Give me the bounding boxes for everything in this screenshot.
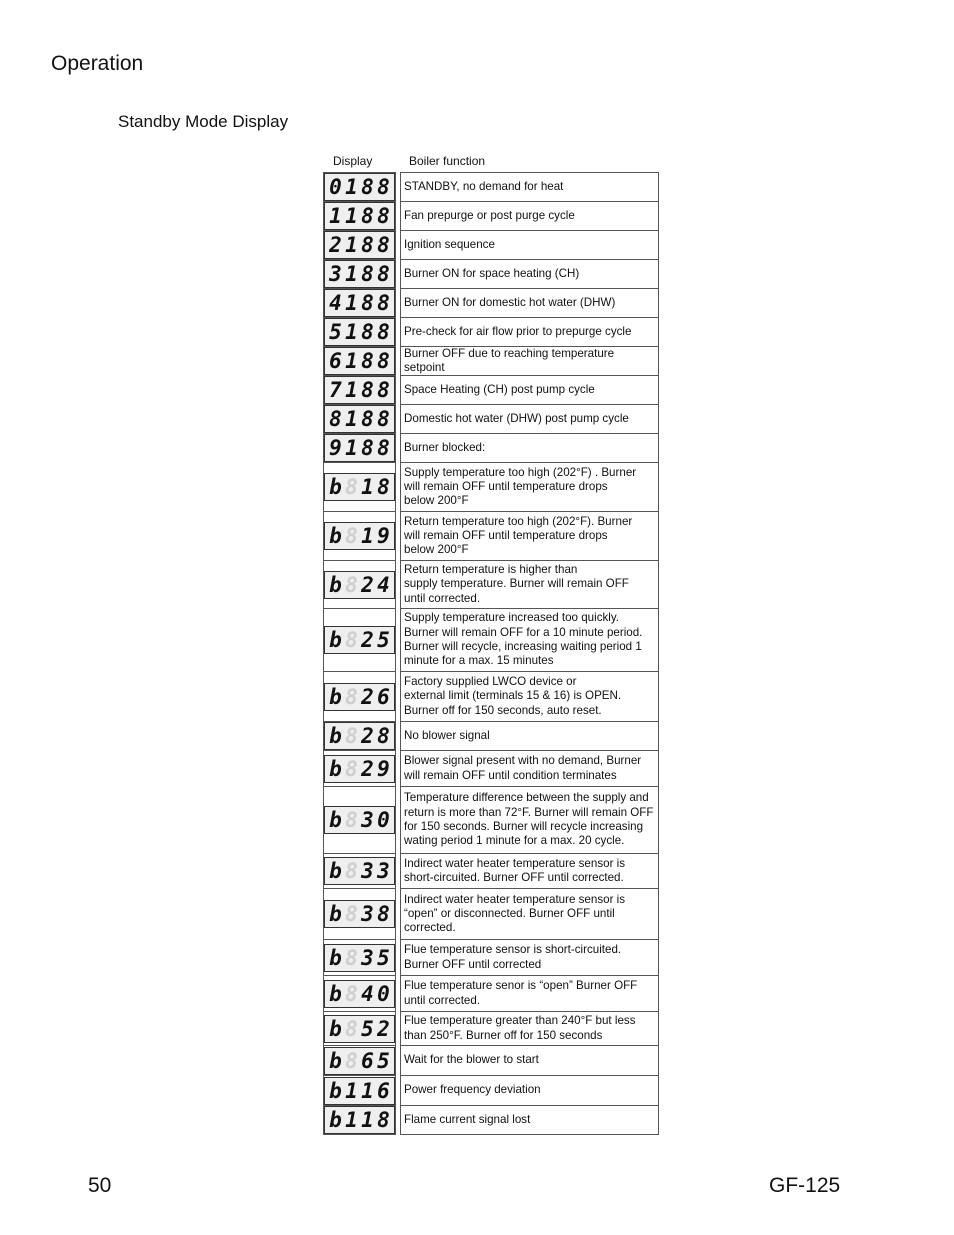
lcd-digit: 1 [345,407,358,431]
model-name: GF-125 [769,1174,841,1197]
lcd-digit: 9 [377,756,390,781]
lcd-display-code [324,944,395,972]
section-title: Operation [51,52,144,75]
lcd-digit: 5 [361,1016,374,1041]
lcd-digit: b [329,684,342,709]
lcd-digit: b [329,475,342,499]
display-cell [323,405,396,434]
display-cell [323,722,396,751]
lcd-digit: 8 [377,1108,390,1132]
table-row [323,1046,659,1076]
lcd-digit: 8 [361,378,374,402]
lcd-digit: 3 [361,945,374,970]
table-row [323,289,659,318]
lcd-digit: 3 [361,902,374,926]
table-row [323,202,659,231]
lcd-digit: 5 [329,320,342,344]
lcd-display-code [324,376,395,404]
display-cell [323,463,396,512]
lcd-digit: 4 [329,291,342,315]
lcd-digit: 5 [377,628,390,652]
boiler-function-text: Burner ON for domestic hot water (DHW) [400,289,659,318]
lcd-digit: 4 [377,572,390,597]
lcd-digit: 1 [345,204,358,228]
boiler-function-text: Return temperature is higher than supply temperature. Burner will remain OFF until corrected. [400,561,659,609]
lcd-digit: 8 [377,902,390,926]
lcd-digit: 5 [377,1048,390,1073]
lcd-digit: b [329,756,342,781]
lcd-digit: b [329,1108,342,1132]
display-cell [323,889,396,940]
lcd-digit: 8 [345,902,358,926]
boiler-function-text: Supply temperature too high (202°F) . Burner will remain OFF until temperature drops below 200°F [400,463,659,512]
lcd-display-code [324,626,395,654]
lcd-digit: 8 [345,945,358,970]
table-row [323,405,659,434]
display-cell [323,231,396,260]
display-cell [323,172,396,202]
display-cell [323,940,396,976]
display-cell [323,854,396,889]
lcd-digit: 1 [345,262,358,286]
lcd-display-code [324,806,395,834]
lcd-digit: 8 [377,378,390,402]
lcd-display-code [324,173,395,201]
table-row [323,940,659,976]
boiler-function-text: Temperature difference between the supply and return is more than 72°F. Burner will remain OFF for 150 seconds. Burner will recycle increasing wating period 1 minute for a max. 20 cycle. [400,787,659,854]
display-cell [323,434,396,463]
display-cell [323,202,396,231]
lcd-digit: 1 [345,1108,358,1132]
lcd-digit: 8 [377,475,390,499]
display-cell [323,976,396,1012]
table-row [323,512,659,561]
lcd-display-code [324,571,395,599]
lcd-digit: b [329,724,342,748]
lcd-digit: 2 [329,233,342,257]
lcd-digit: 8 [377,436,390,460]
lcd-digit: 8 [361,175,374,199]
lcd-digit: 8 [361,262,374,286]
lcd-display-code [324,522,395,550]
lcd-digit: 0 [329,175,342,199]
display-cell [323,260,396,289]
lcd-digit: 8 [329,407,342,431]
lcd-digit: 1 [361,1108,374,1132]
page-number: 50 [88,1174,112,1197]
lcd-digit: 8 [345,1048,358,1073]
display-cell [323,672,396,722]
boiler-function-text: Ignition sequence [400,231,659,260]
lcd-digit: 1 [361,1078,374,1103]
lcd-digit: 8 [377,262,390,286]
lcd-digit: b [329,981,342,1006]
boiler-function-text: Flue temperature sensor is short-circuited. Burner OFF until corrected [400,940,659,976]
lcd-display-code [324,1106,395,1134]
lcd-display-code [324,231,395,259]
table-row [323,347,659,376]
lcd-digit: 8 [377,349,390,373]
lcd-digit: b [329,524,342,548]
boiler-function-text: Burner blocked: [400,434,659,463]
boiler-function-text: Wait for the blower to start [400,1046,659,1076]
display-cell [323,1106,396,1135]
lcd-digit: 8 [361,204,374,228]
lcd-digit: 8 [345,684,358,709]
table-row [323,463,659,512]
lcd-display-code [324,755,395,783]
lcd-digit: 7 [329,378,342,402]
table-row [323,434,659,463]
lcd-digit: b [329,628,342,652]
table-row [323,318,659,347]
lcd-digit: 1 [345,1078,358,1103]
lcd-digit: 8 [345,724,358,748]
table-row [323,376,659,405]
boiler-function-text: Factory supplied LWCO device or external limit (terminals 15 & 16) is OPEN. Burner off for 150 seconds, auto reset. [400,672,659,722]
lcd-display-code [324,202,395,230]
lcd-digit: b [329,808,342,832]
boiler-function-text: Pre-check for air flow prior to prepurge cycle [400,318,659,347]
boiler-function-text: Flue temperature senor is “open” Burner OFF until corrected. [400,976,659,1012]
lcd-digit: 2 [361,724,374,748]
display-cell [323,1076,396,1106]
lcd-digit: 8 [361,233,374,257]
boiler-function-text: Blower signal present with no demand, Burner will remain OFF until condition terminates [400,751,659,787]
lcd-digit: 6 [329,349,342,373]
lcd-digit: 8 [345,756,358,781]
lcd-digit: 8 [361,349,374,373]
table-row [323,561,659,609]
lcd-digit: 8 [361,436,374,460]
lcd-digit: 8 [377,204,390,228]
boiler-function-text: Flue temperature greater than 240°F but less than 250°F. Burner off for 150 seconds [400,1012,659,1046]
lcd-display-code [324,260,395,288]
lcd-digit: 6 [377,684,390,709]
lcd-digit: b [329,572,342,597]
table-row [323,751,659,787]
table-row [323,1012,659,1046]
lcd-digit: 8 [361,291,374,315]
lcd-digit: 3 [361,859,374,883]
lcd-digit: 8 [377,724,390,748]
lcd-display-code [324,1047,395,1075]
table-row [323,672,659,722]
lcd-digit: 1 [361,524,374,548]
table-row [323,722,659,751]
table-row [323,260,659,289]
lcd-digit: 6 [361,1048,374,1073]
lcd-display-code [324,473,395,501]
boiler-function-text: Burner ON for space heating (CH) [400,260,659,289]
lcd-digit: 2 [361,572,374,597]
table-row [323,231,659,260]
display-cell [323,347,396,376]
lcd-display-code [324,683,395,711]
lcd-display-code [324,722,395,750]
lcd-digit: 8 [345,1016,358,1041]
display-cell [323,751,396,787]
lcd-digit: 9 [329,436,342,460]
lcd-digit: 1 [345,436,358,460]
display-cell [323,1012,396,1046]
table-row [323,889,659,940]
lcd-digit: 1 [345,378,358,402]
lcd-digit: 8 [377,291,390,315]
display-cell [323,376,396,405]
lcd-digit: 8 [345,859,358,883]
lcd-digit: b [329,1078,342,1103]
lcd-display-code [324,900,395,928]
boiler-function-text: Domestic hot water (DHW) post pump cycle [400,405,659,434]
lcd-digit: 1 [329,204,342,228]
lcd-display-code [324,347,395,375]
lcd-digit: 8 [345,981,358,1006]
lcd-digit: b [329,1048,342,1073]
lcd-digit: b [329,902,342,926]
lcd-digit: 8 [345,628,358,652]
lcd-digit: b [329,945,342,970]
lcd-digit: 8 [345,808,358,832]
lcd-digit: 8 [377,233,390,257]
lcd-digit: 8 [345,475,358,499]
lcd-digit: 1 [345,291,358,315]
boiler-function-text: No blower signal [400,722,659,751]
column-header-function: Boiler function [409,154,486,168]
boiler-function-text: Fan prepurge or post purge cycle [400,202,659,231]
table-row [323,609,659,672]
lcd-digit: 9 [377,524,390,548]
lcd-display-code [324,1015,395,1043]
lcd-digit: 8 [345,524,358,548]
lcd-digit: 8 [377,407,390,431]
lcd-digit: 1 [345,349,358,373]
display-cell [323,512,396,561]
lcd-digit: 6 [377,1078,390,1103]
display-cell [323,1046,396,1076]
display-cell [323,787,396,854]
lcd-digit: 8 [345,572,358,597]
boiler-function-text: Indirect water heater temperature sensor is “open” or disconnected. Burner OFF until corrected. [400,889,659,940]
boiler-function-text: Power frequency deviation [400,1076,659,1106]
table-row [323,854,659,889]
table-row [323,787,659,854]
table-row [323,172,659,202]
lcd-digit: 3 [329,262,342,286]
boiler-function-text: Supply temperature increased too quickly. Burner will remain OFF for a 10 minute period. Burner will recycle, increasing waiting period 1 minute for a max. 15 minutes [400,609,659,672]
lcd-digit: 8 [377,175,390,199]
lcd-digit: 1 [345,320,358,344]
display-cell [323,318,396,347]
lcd-digit: 1 [345,233,358,257]
page-subtitle: Standby Mode Display [118,112,289,131]
lcd-digit: 5 [377,945,390,970]
boiler-function-text: Space Heating (CH) post pump cycle [400,376,659,405]
lcd-digit: 8 [377,320,390,344]
display-cell [323,289,396,318]
lcd-digit: 1 [345,175,358,199]
table-row [323,1076,659,1106]
lcd-display-code [324,857,395,885]
boiler-function-text: Flame current signal lost [400,1106,659,1135]
lcd-digit: 2 [361,684,374,709]
lcd-digit: b [329,1016,342,1041]
lcd-display-code [324,980,395,1008]
standby-display-table [323,172,659,1135]
display-cell [323,561,396,609]
lcd-digit: 8 [361,320,374,344]
display-cell [323,609,396,672]
lcd-digit: 1 [361,475,374,499]
lcd-digit: 3 [361,808,374,832]
lcd-digit: 8 [361,407,374,431]
table-row [323,1106,659,1135]
table-row [323,976,659,1012]
lcd-digit: 3 [377,859,390,883]
lcd-digit: 0 [377,981,390,1006]
boiler-function-text: STANDBY, no demand for heat [400,172,659,202]
lcd-digit: 2 [377,1016,390,1041]
lcd-display-code [324,318,395,346]
lcd-digit: 4 [361,981,374,1006]
lcd-digit: 2 [361,756,374,781]
lcd-display-code [324,405,395,433]
boiler-function-text: Return temperature too high (202°F). Burner will remain OFF until temperature drops below 200°F [400,512,659,561]
lcd-display-code [324,289,395,317]
lcd-digit: 2 [361,628,374,652]
lcd-display-code [324,1077,395,1105]
lcd-digit: 0 [377,808,390,832]
lcd-display-code [324,434,395,462]
boiler-function-text: Indirect water heater temperature sensor is short-circuited. Burner OFF until corrected. [400,854,659,889]
column-header-display: Display [333,154,373,168]
lcd-digit: b [329,859,342,883]
boiler-function-text: Burner OFF due to reaching temperature setpoint [400,347,659,376]
